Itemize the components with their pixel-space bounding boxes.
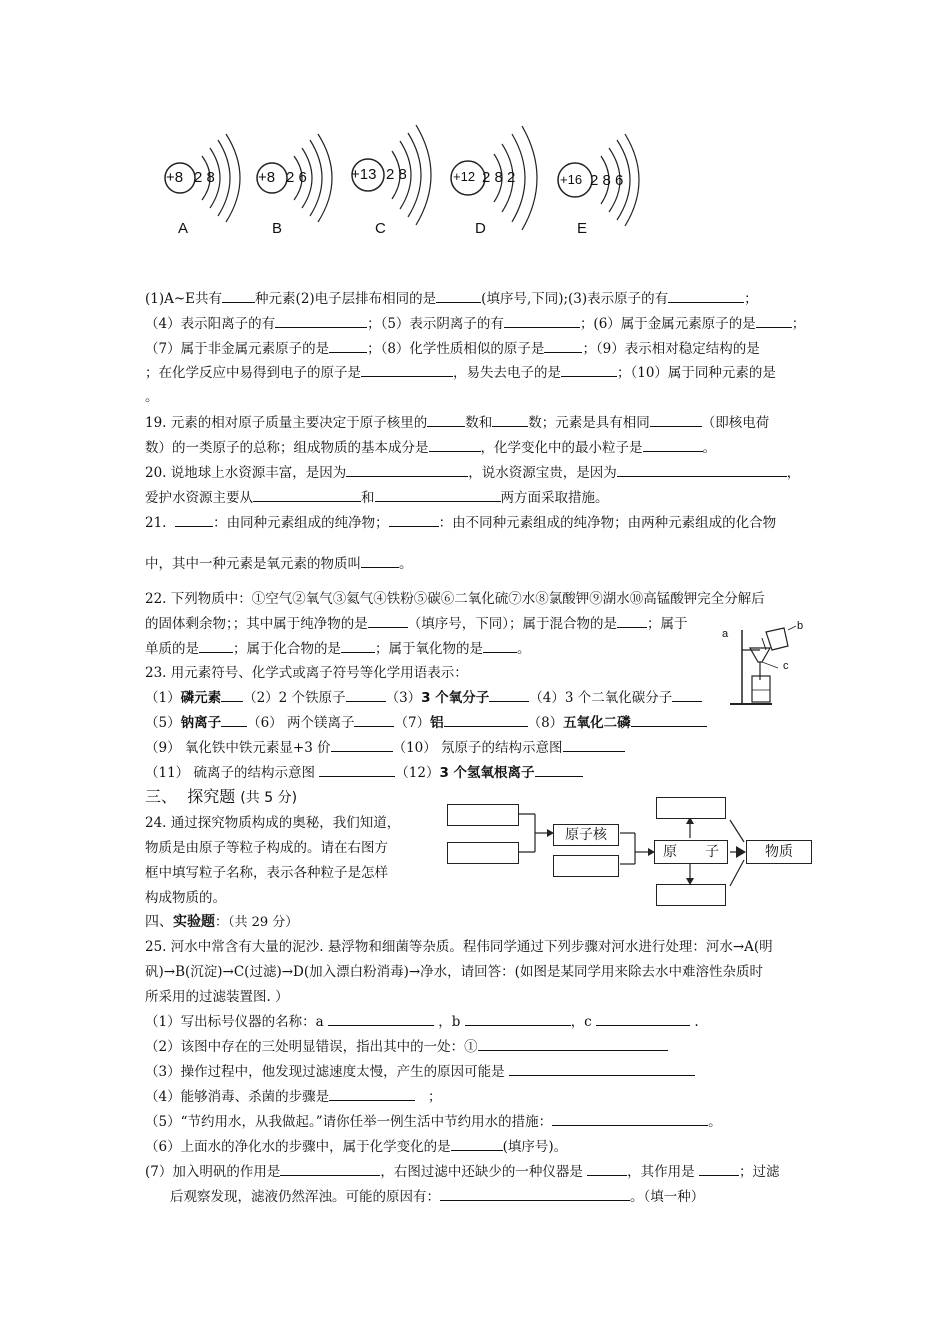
q23-row-2: （5）钠离子 （6） 两个镁离子 （7）铝 （8）五氧化二磷 xyxy=(145,714,707,732)
q23-row-3: （9） 氧化铁中铁元素显+3 价 （10） 氖原子的结构示意图 xyxy=(145,739,625,757)
matter-box xyxy=(746,840,812,864)
q25-sub-5: （5）“节约用水，从我做起。”请你任举一例生活中节约用水的措施： 。 xyxy=(145,1114,722,1130)
answer-blank[interactable] xyxy=(329,340,367,353)
answer-blank[interactable] xyxy=(331,739,393,752)
atom-a-nucleus: +8 xyxy=(166,169,184,186)
q25-line-1: 25. 河水中常含有大量的泥沙. 悬浮物和细菌等杂质。程伟同学通过下列步骤对河水进行处理：河水→A(明 xyxy=(145,939,773,955)
q25-sub-3: （3）操作过程中，他发现过滤速度太慢，产生的原因可能是 xyxy=(145,1063,695,1081)
answer-blank[interactable] xyxy=(504,315,580,328)
atom-label: 原 子 xyxy=(663,844,719,860)
atom-box xyxy=(654,840,728,864)
answer-blank[interactable] xyxy=(672,689,702,702)
answer-blank[interactable] xyxy=(175,514,213,527)
answer-blank[interactable] xyxy=(587,1163,627,1176)
q25-sub-4: （4）能够消毒、杀菌的步骤是 ； xyxy=(145,1089,442,1105)
answer-blank[interactable] xyxy=(253,489,361,502)
answer-blank[interactable] xyxy=(361,364,453,377)
atom-e-label: E xyxy=(577,220,588,237)
q19-line-1: 19. 元素的相对原子质量主要决定于原子核里的 数和 数；元素是具有相同 （即核电荷 xyxy=(145,415,770,431)
q23-row-4: （11） 硫离子的结构示意图 （12）3 个氢氧根离子 xyxy=(145,764,583,782)
apparatus-label-c: c xyxy=(783,660,789,672)
answer-blank[interactable] xyxy=(222,290,255,303)
answer-blank[interactable] xyxy=(596,1013,690,1026)
answer-blank[interactable] xyxy=(478,1038,668,1051)
filtration-apparatus-figure xyxy=(722,620,812,710)
atom-a-electrons: 2 8 xyxy=(194,169,215,186)
q23-intro: 23. 用元素符号、化学式或离子符号等化学用语表示： xyxy=(145,665,468,681)
q25-sub-1: （1）写出标号仪器的名称：a ，b ，c . xyxy=(145,1014,699,1030)
answer-blank[interactable] xyxy=(346,464,468,477)
answer-blank[interactable] xyxy=(552,1113,708,1126)
atom-b-label: B xyxy=(272,220,283,237)
answer-blank[interactable] xyxy=(465,1013,571,1026)
apparatus-label-b: b xyxy=(797,620,804,632)
q25-sub-6: （6）上面水的净化水的步骤中，属于化学变化的是 (填序号)。 xyxy=(145,1139,568,1155)
answer-blank[interactable] xyxy=(563,739,625,752)
matter-label: 物质 xyxy=(765,844,793,860)
atom-b-nucleus: +8 xyxy=(258,169,276,186)
answer-blank[interactable] xyxy=(617,464,787,477)
answer-blank[interactable] xyxy=(375,489,501,502)
q20-line-1: 20. 说地球上水资源丰富，是因为 ，说水资源宝贵，是因为 ， xyxy=(145,465,801,481)
q18-line-2: （4）表示阳离子的有 ；（5）表示阴离子的有 ；(6）属于金属元素原子的是 ； xyxy=(145,316,806,332)
q23-row-1: （1）磷元素 （2）2 个铁原子 （3）3 个氧分子 （4）3 个二氧化碳分子 xyxy=(145,689,702,707)
q25-line-2: 矾)→B(沉淀)→C(过滤)→D(加入漂白粉消毒)→净水，请回答：(如图是某同学用来除去水中难溶性杂质时 xyxy=(145,964,763,980)
answer-blank[interactable] xyxy=(643,439,703,452)
answer-blank[interactable] xyxy=(617,615,647,628)
q20-line-2: 爱护水资源主要从 和 两方面采取措施。 xyxy=(145,490,609,506)
answer-blank[interactable] xyxy=(429,439,481,452)
atom-e-nucleus: +16 xyxy=(560,172,583,187)
answer-blank[interactable] xyxy=(280,1163,380,1176)
q19-line-2: 数）的一类原子的总称；组成物质的基本成分是 ，化学变化中的最小粒子是 。 xyxy=(145,440,716,456)
answer-blank[interactable] xyxy=(341,640,375,653)
q25-line-3: 所采用的过滤装置图. ） xyxy=(145,989,289,1005)
q22-line-3: 单质的是 ；属于化合物的是 ；属于氧化物的是 。 xyxy=(145,641,531,657)
q18-line-5: 。 xyxy=(145,389,159,405)
q22-line-2: 的固体剩余物；；其中属于纯净物的是 （填序号，下同）；属于混合物的是 ；属于 xyxy=(145,616,688,632)
answer-blank[interactable] xyxy=(319,764,395,777)
answer-blank[interactable] xyxy=(436,290,481,303)
q25-sub-2: （2）该图中存在的三处明显错误，指出其中的一处：① xyxy=(145,1038,668,1056)
nucleus-label: 原子核 xyxy=(565,827,607,843)
answer-blank[interactable] xyxy=(346,689,386,702)
q25-sub-7: (7）加入明矾的作用是 ，右图过滤中还缺少的一种仪器是 ，其作用是 ；过滤 xyxy=(145,1164,780,1180)
answer-blank[interactable] xyxy=(668,290,744,303)
atom-d-nucleus: +12 xyxy=(453,169,476,184)
answer-blank[interactable] xyxy=(756,315,792,328)
atom-e-electrons: 2 8 6 xyxy=(590,172,624,189)
answer-blank[interactable] xyxy=(368,615,408,628)
answer-blank[interactable] xyxy=(275,315,367,328)
section-3-heading: 三、 探究题 (共 5 分) xyxy=(145,787,298,806)
answer-blank[interactable] xyxy=(509,1063,695,1076)
q24-line-4: 构成物质的。 xyxy=(145,890,226,906)
q21-line-2: 中，其中一种元素是氧元素的物质叫 。 xyxy=(145,556,413,572)
q18-line-1: (1)A~E共有 种元素(2)电子层排布相同的是 (填序号,下同);(3)表示原子的有 ； xyxy=(145,291,758,307)
blank-box-bottom-left[interactable] xyxy=(447,842,519,864)
q24-line-2: 物质是由原子等粒子构成的。请在右图方 xyxy=(145,840,388,856)
answer-blank[interactable] xyxy=(221,689,243,702)
answer-blank[interactable] xyxy=(631,714,707,727)
atom-b-electrons: 2 6 xyxy=(286,169,307,186)
answer-blank[interactable] xyxy=(440,1188,630,1201)
answer-blank[interactable] xyxy=(427,414,465,427)
blank-box-top-left[interactable] xyxy=(447,804,519,826)
q21-line-1: 21. ：由同种元素组成的纯净物； ：由不同种元素组成的纯净物；由两种元素组成的化合物 xyxy=(145,515,777,531)
answer-blank[interactable] xyxy=(561,364,617,377)
q25-sub-8: 后观察发现，滤液仍然浑浊。可能的原因有： 。（填一种） xyxy=(170,1189,705,1205)
answer-blank[interactable] xyxy=(329,1088,415,1101)
answer-blank[interactable] xyxy=(451,1138,503,1151)
atom-d-label: D xyxy=(475,220,486,237)
answer-blank[interactable] xyxy=(699,1163,739,1176)
answer-blank[interactable] xyxy=(199,640,233,653)
atom-a-label: A xyxy=(178,220,189,237)
q22-line-1: 22. 下列物质中：①空气②氧气③氦气④铁粉⑤碳⑥二氧化硫⑦水⑧氯酸钾⑨湖水⑩高锰酸钾完全分解后 xyxy=(145,591,765,607)
atom-c-electrons: 2 8 xyxy=(386,166,407,183)
section-4-heading: 四、实验题：（共 29 分） xyxy=(145,914,299,930)
answer-blank[interactable] xyxy=(444,714,528,727)
q18-line-3: （7）属于非金属元素原子的是 ；（8）化学性质相似的原子是 ；（9）表示相对稳定结构的是 xyxy=(145,341,760,357)
atom-d-electrons: 2 8 2 xyxy=(482,169,516,186)
answer-blank[interactable] xyxy=(389,514,439,527)
q24-line-3: 框中填写粒子名称，表示各种粒子是怎样 xyxy=(145,865,388,881)
apparatus-label-a: a xyxy=(722,628,729,640)
blank-box-bottom-right[interactable] xyxy=(656,884,726,906)
answer-blank[interactable] xyxy=(361,555,399,568)
answer-blank[interactable] xyxy=(354,714,394,727)
nucleus-box xyxy=(553,824,619,846)
answer-blank[interactable] xyxy=(535,764,583,777)
blank-box-top-right[interactable] xyxy=(656,797,726,819)
answer-blank[interactable] xyxy=(544,340,582,353)
q24-line-1: 24. 通过探究物质构成的奥秘，我们知道， xyxy=(145,815,401,831)
answer-blank[interactable] xyxy=(492,414,528,427)
answer-blank[interactable] xyxy=(483,640,517,653)
answer-blank[interactable] xyxy=(221,714,247,727)
blank-box-middle[interactable] xyxy=(553,855,619,877)
q18-line-4: ；在化学反应中易得到电子的原子是 ，易失去电子的是 ；（10）属于同种元素的是 xyxy=(145,365,776,381)
atom-c-nucleus: +13 xyxy=(351,166,377,183)
answer-blank[interactable] xyxy=(489,689,529,702)
answer-blank[interactable] xyxy=(650,414,702,427)
atom-c-label: C xyxy=(375,220,386,237)
answer-blank[interactable] xyxy=(328,1013,434,1026)
